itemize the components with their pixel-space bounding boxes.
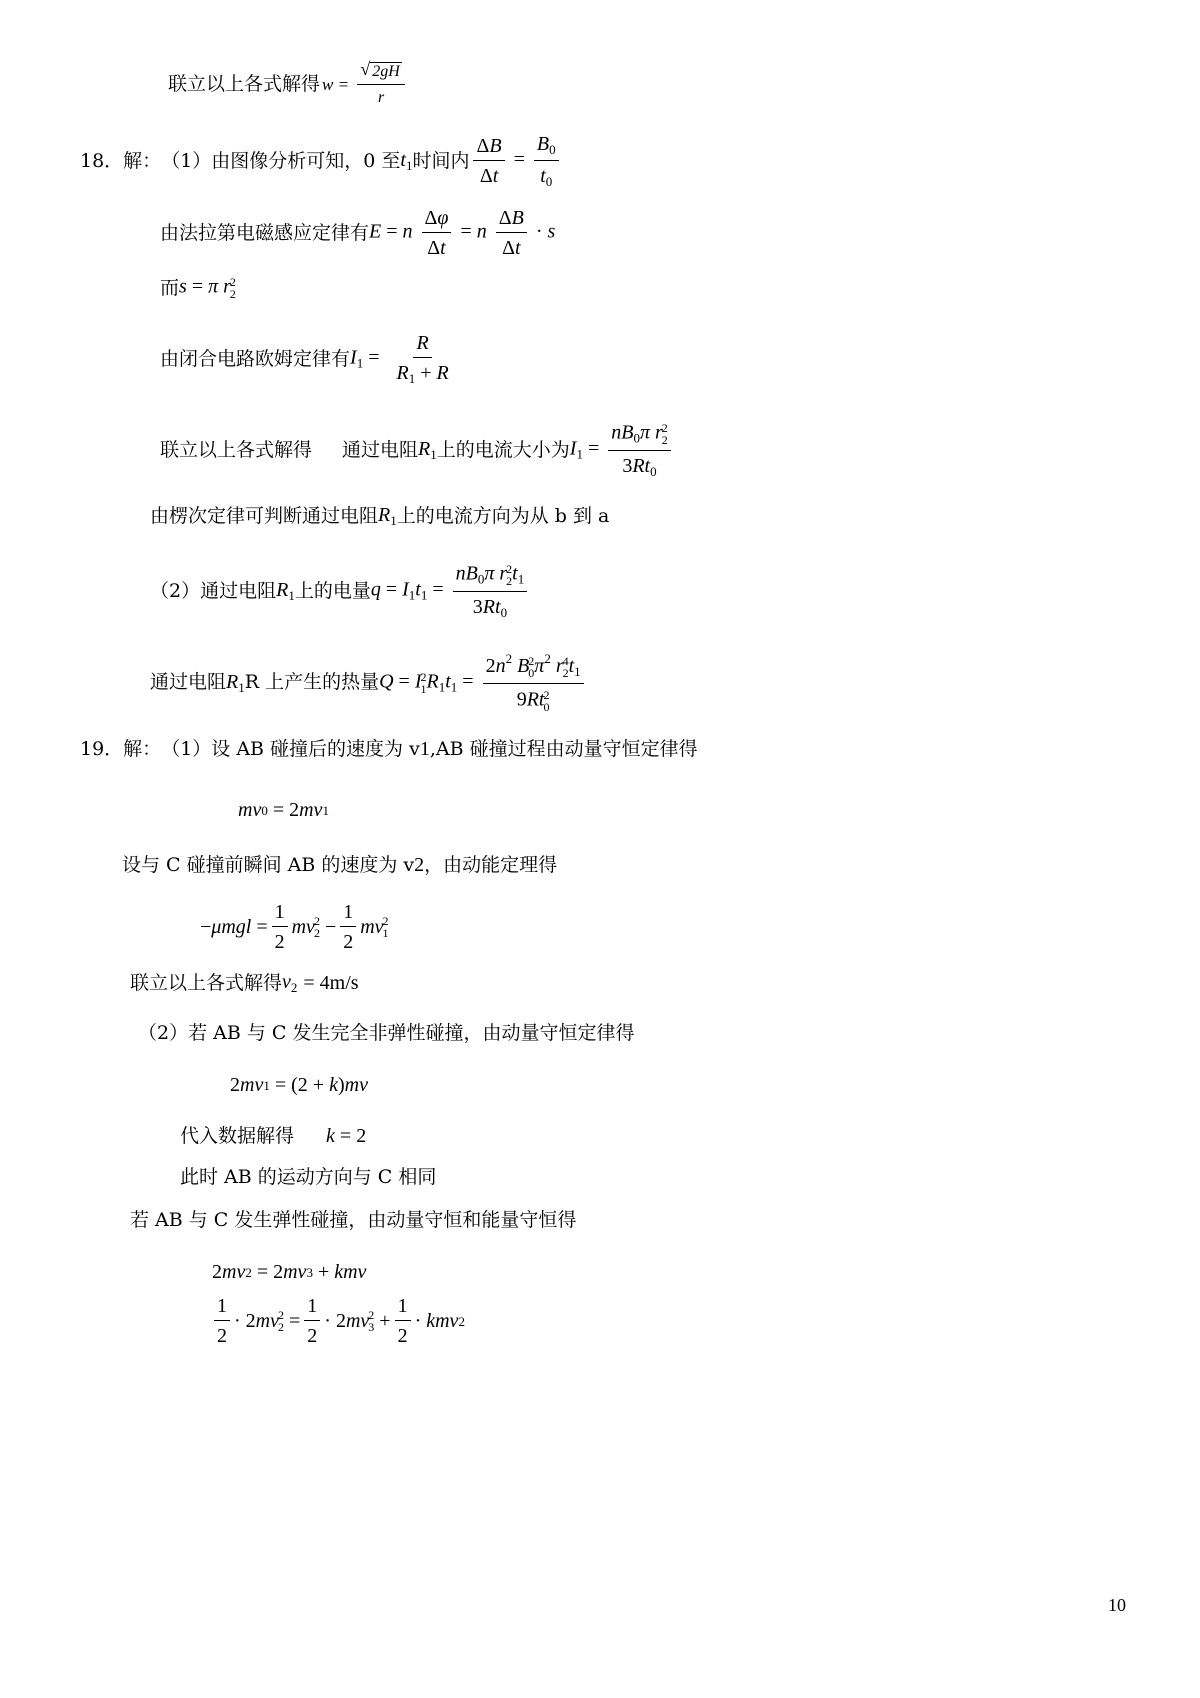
text: （1）设 AB 碰撞后的速度为 v bbox=[161, 737, 420, 760]
symbol-R1: $R_1$ bbox=[418, 438, 437, 462]
text: （2）若 AB 与 C 发生完全非弹性碰撞，由动量守恒定律得 bbox=[138, 1022, 635, 1044]
text: （2）通过电阻 bbox=[150, 579, 277, 602]
symbol-t1: $t_1$ bbox=[400, 149, 413, 173]
text: 通过电阻 bbox=[150, 671, 227, 694]
line-before-C: 设与 C 碰撞前瞬间 AB 的速度为 v 2 ，由动能定理得 bbox=[122, 853, 558, 876]
text: ,AB 碰撞过程由动量守恒定律得 bbox=[429, 737, 698, 760]
formula-Q: Q = I 2 1 $R_1t_1$ = $2n^2$ B 2 0 $\pi^2$ r 4 2 $t_1$ 9Rt 2 0 bbox=[379, 652, 588, 713]
text: 此时 AB 的运动方向与 C 相同 bbox=[180, 1166, 437, 1188]
text: 联立以上各式解得 bbox=[130, 971, 283, 994]
question-number: 18．解： bbox=[80, 149, 162, 172]
text: 联立以上各式解得 bbox=[160, 438, 313, 461]
line-direction bbox=[180, 1168, 436, 1187]
line-lenz bbox=[150, 505, 609, 527]
text: 设与 C 碰撞前瞬间 AB 的速度为 v bbox=[122, 853, 415, 876]
line-area bbox=[160, 276, 236, 300]
line-heat bbox=[150, 652, 588, 713]
value: = 4m/s bbox=[303, 972, 359, 994]
line-charge bbox=[150, 563, 531, 619]
symbol-R1: $R_1$ bbox=[378, 504, 397, 528]
formula-w: w = bbox=[322, 74, 354, 94]
text: ，由动能定理得 bbox=[424, 853, 558, 876]
line-result-w bbox=[168, 59, 409, 106]
formula-dB-dt: $\frac{\Delta B}{\Delta t}$ = $\frac{B_0}{t_0}$ bbox=[469, 134, 562, 188]
line-q18-header bbox=[80, 134, 563, 188]
formula-I1-result: $I_1$ = $nB_0\pi$ r 2 2 $3Rt_0$ bbox=[570, 422, 675, 478]
symbol-v2: $v_2$ bbox=[282, 971, 298, 995]
text: 时间内 bbox=[412, 149, 470, 172]
line-q19-header: 19．解： （1）设 AB 碰撞后的速度为 v 1 ,AB 碰撞过程由动量守恒定律得 bbox=[80, 737, 698, 760]
formula-q: $q = I_1t_1$ = $nB_0\pi$ r 2 2 $t_1$ $3Rt_0$ bbox=[371, 563, 531, 619]
line-inelastic bbox=[138, 1024, 634, 1043]
formula-I1: $I_1$ = $\frac{R}{R_1 + R}$ bbox=[350, 332, 449, 386]
text: 联立以上各式解得 bbox=[168, 72, 321, 95]
text: 上的电流大小为 bbox=[436, 438, 570, 461]
text: 由法拉第电磁感应定律有 bbox=[160, 221, 370, 244]
page-number: 10 bbox=[1108, 1595, 1126, 1615]
formula-area: s = π r 2 2 bbox=[179, 275, 236, 301]
text: （1）由图像分析可知，0 至 bbox=[161, 149, 401, 172]
line-ohm bbox=[160, 333, 461, 385]
text: 若 AB 与 C 发生弹性碰撞，由动量守恒和能量守恒得 bbox=[130, 1209, 577, 1231]
formula-momentum-3: 2 mv 2 = 2 mv 3 + kmv bbox=[212, 1261, 367, 1283]
text: 通过电阻 bbox=[342, 438, 419, 461]
fraction: √ 2gH r bbox=[357, 62, 404, 106]
question-number: 19．解： bbox=[80, 737, 162, 760]
line-current bbox=[160, 422, 675, 478]
line-k bbox=[180, 1126, 366, 1146]
text: 由楞次定律可判断通过电阻 bbox=[150, 504, 379, 527]
line-faraday bbox=[160, 208, 555, 258]
formula-momentum-1: mv 0 = 2 mv 1 bbox=[238, 799, 329, 821]
text: 上的电量 bbox=[294, 579, 371, 602]
formula-energy: 1 2 · 2 mv 2 2 = $\frac{1}{2}$ · 2 mv 2 3 + $\frac{1}{2}$ · kmv 2 bbox=[210, 1296, 465, 1346]
formula-k: k = 2 bbox=[326, 1125, 367, 1147]
formula-emf: E = n $\frac{\Delta\varphi}{\Delta t}$ = n $\frac{\Delta B}{\Delta t}$ · s bbox=[369, 207, 556, 259]
text: 由闭合电路欧姆定律有 bbox=[160, 347, 351, 370]
symbol-R1: $R_1$ bbox=[276, 579, 295, 603]
line-elastic bbox=[130, 1211, 576, 1230]
formula-momentum-2: 2 mv 1 = (2 + k ) mv bbox=[230, 1074, 368, 1096]
symbol-R1: $R_1$ bbox=[226, 670, 245, 695]
formula-work-energy: − μmgl = $\frac{1}{2}$ mv 2 2 − $\frac{1}{2}$ mv 2 1 bbox=[200, 901, 389, 953]
line-v2-result bbox=[130, 972, 359, 994]
text: 代入数据解得 bbox=[180, 1124, 295, 1147]
text: R 上产生的热量 bbox=[244, 671, 380, 694]
text: 上的电流方向为从 b 到 a bbox=[396, 504, 610, 527]
text: 而 bbox=[160, 276, 180, 299]
